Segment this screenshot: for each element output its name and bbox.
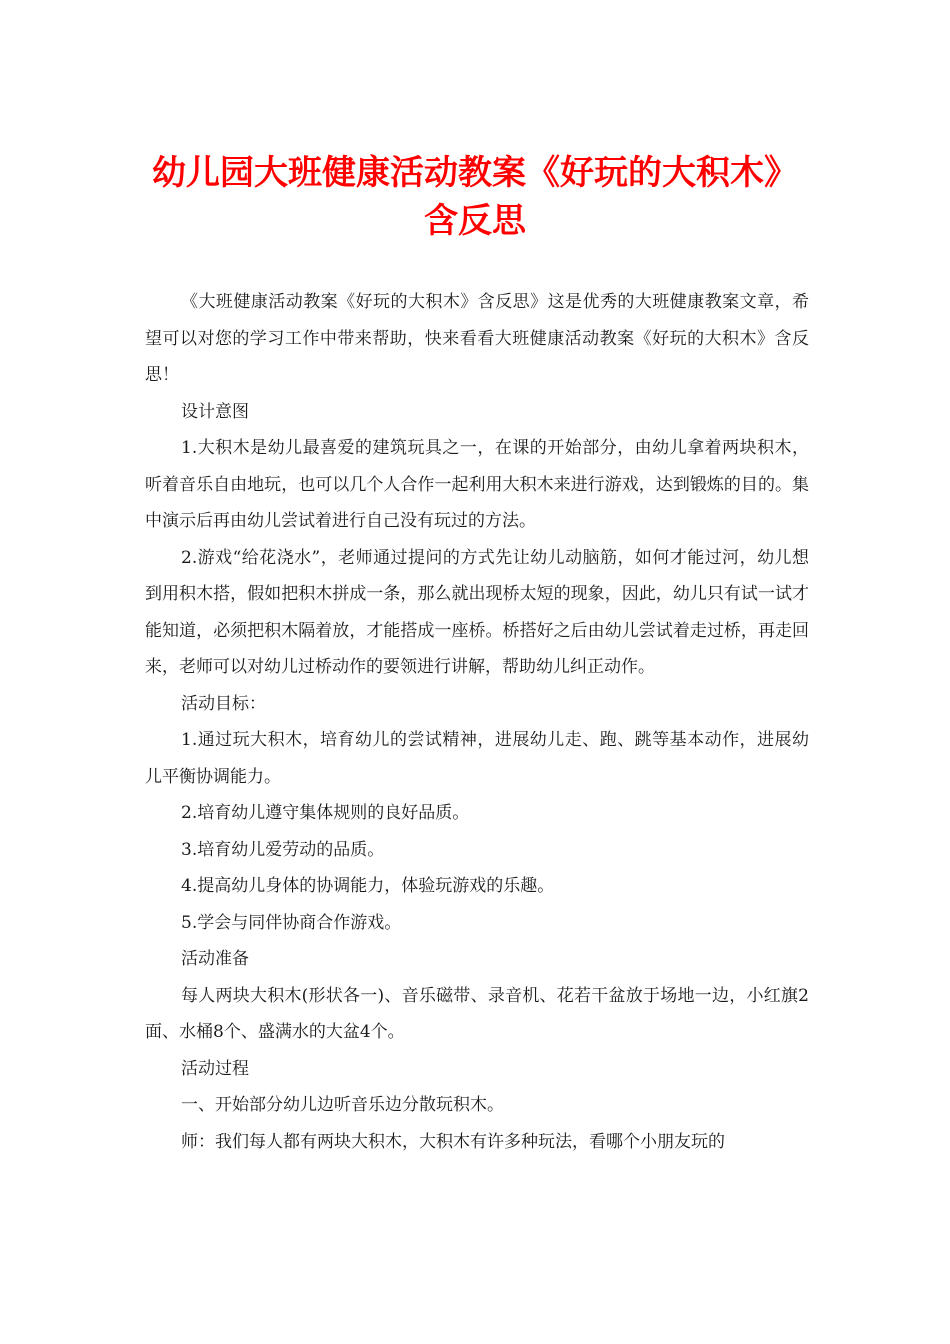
paragraph-preparation: 每人两块大积木(形状各一)、音乐磁带、录音机、花若干盆放于场地一边，小红旗2面、水桶8个、盛满水的大盆4个。	[145, 985, 809, 1042]
paragraph-intro: 《大班健康活动教案《好玩的大积木》含反思》这是优秀的大班健康教案文章，希望可以对您的学习工作中带来帮助，快来看看大班健康活动教案《好玩的大积木》含反思！	[145, 292, 809, 385]
heading-design-intent: 设计意图	[181, 401, 249, 422]
goal-item-5: 5.学会与同伴协商合作游戏。	[181, 912, 402, 933]
paragraph-process-2: 师：我们每人都有两块大积木，大积木有许多种玩法，看哪个小朋友玩的	[181, 1131, 725, 1152]
paragraph-design-1: 1.大积木是幼儿最喜爱的建筑玩具之一，在课的开始部分，由幼儿拿着两块积木，听着音乐自由地玩，也可以几个人合作一起利用大积木来进行游戏，达到锻炼的目的。集中演示后再由幼儿尝试着进行自己没有玩过的方法。	[145, 438, 809, 531]
heading-goals: 活动目标：	[181, 693, 266, 714]
document-title-line-2: 含反思	[424, 201, 526, 241]
heading-preparation: 活动准备	[181, 949, 249, 969]
goal-item-3: 3.培育幼儿爱劳动的品质。	[181, 839, 385, 860]
heading-process: 活动过程	[181, 1058, 249, 1079]
paragraph-process-1: 一、开始部分幼儿边听音乐边分散玩积木。	[181, 1095, 504, 1115]
document-title-line-1: 幼儿园大班健康活动教案《好玩的大积木》	[152, 153, 798, 193]
goal-item-1: 1.通过玩大积木，培育幼儿的尝试精神，进展幼儿走、跑、跳等基本动作，进展幼儿平衡协调能力。	[145, 730, 809, 787]
paragraph-design-2: 2.游戏“给花浇水”，老师通过提问的方式先让幼儿动脑筋，如何才能过河，幼儿想到用积木搭，假如把积木拼成一条，那么就出现桥太短的现象，因此，幼儿只有试一试才能知道，必须把积木隔着放，才能搭成一座桥。桥搭好之后由幼儿尝试着走过桥，再走回来，老师可以对幼儿过桥动作的要领进行讲解，帮助幼儿纠正动作。	[145, 547, 809, 677]
goal-item-2: 2.培育幼儿遵守集体规则的良好品质。	[181, 803, 470, 823]
document-body	[145, 284, 809, 1160]
goal-item-4: 4.提高幼儿身体的协调能力，体验玩游戏的乐趣。	[181, 876, 555, 896]
